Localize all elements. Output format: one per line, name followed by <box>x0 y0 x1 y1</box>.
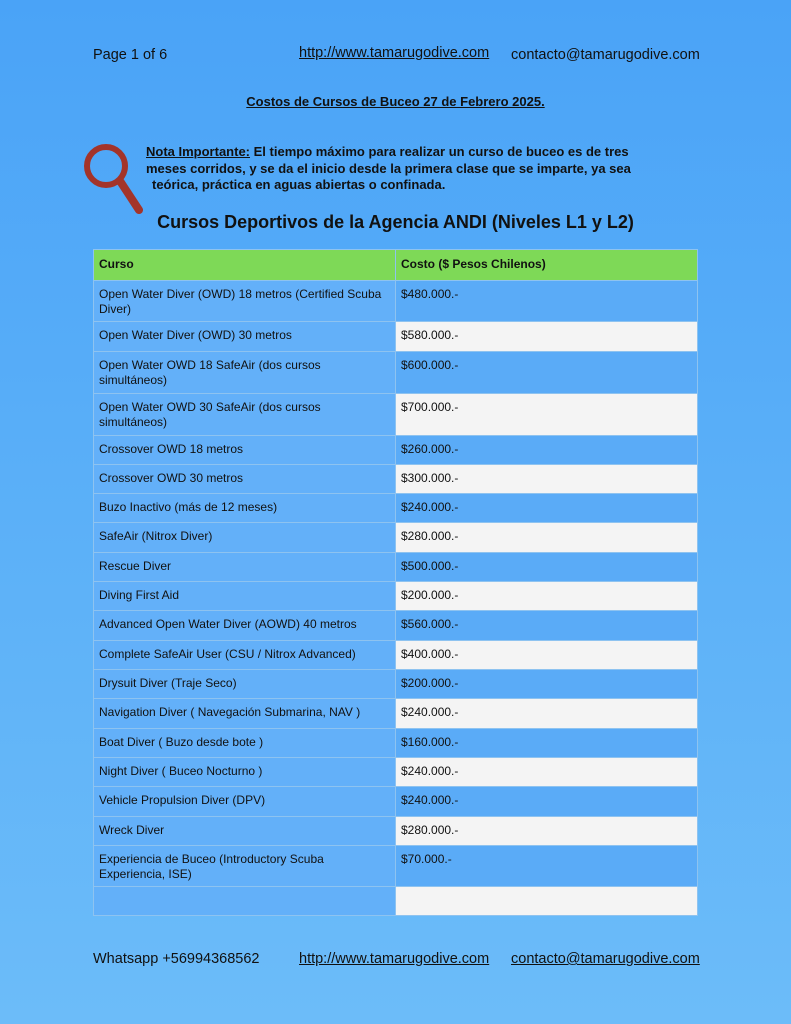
table-row <box>94 322 698 352</box>
course-name-cell: Complete SafeAir User (CSU / Nitrox Advanced) <box>94 641 396 670</box>
course-cost-cell: $300.000.- <box>396 465 698 494</box>
column-header-curso: Curso <box>94 250 396 281</box>
course-name-cell: Night Diver ( Buceo Nocturno ) <box>94 758 396 787</box>
header-website-link[interactable]: http://www.tamarugodive.com <box>299 45 490 61</box>
table-header-row <box>94 250 698 281</box>
course-cost-cell: $200.000.- <box>396 670 698 699</box>
course-name-cell: Navigation Diver ( Navegación Submarina, NAV ) <box>94 699 396 729</box>
course-name-cell: Advanced Open Water Diver (AOWD) 40 metros <box>94 611 396 641</box>
course-name-cell: Open Water Diver (OWD) 18 metros (Certified Scuba Diver) <box>94 281 396 322</box>
table-row <box>94 465 698 494</box>
table-row <box>94 699 698 729</box>
course-name-cell: Diving First Aid <box>94 582 396 611</box>
table-row <box>94 281 698 322</box>
table-row <box>94 352 698 394</box>
course-name-cell <box>94 887 396 916</box>
course-cost-cell: $500.000.- <box>396 553 698 582</box>
course-name-cell: Experiencia de Buceo (Introductory Scuba Experiencia, ISE) <box>94 846 396 887</box>
course-name-cell: Crossover OWD 30 metros <box>94 465 396 494</box>
table-row <box>94 641 698 670</box>
header-email: contacto@tamarugodive.com <box>511 47 700 63</box>
course-name-cell: Boat Diver ( Buzo desde bote ) <box>94 729 396 758</box>
footer-email-link[interactable]: contacto@tamarugodive.com <box>511 951 700 967</box>
course-cost-cell <box>396 887 698 916</box>
table-row <box>94 436 698 465</box>
table-row <box>94 846 698 887</box>
course-cost-cell: $240.000.- <box>396 787 698 817</box>
course-cost-cell: $260.000.- <box>396 436 698 465</box>
course-name-cell: Open Water Diver (OWD) 30 metros <box>94 322 396 352</box>
course-name-cell: Open Water OWD 30 SafeAir (dos cursos simultáneos) <box>94 394 396 436</box>
column-header-costo: Costo ($ Pesos Chilenos) <box>396 250 698 281</box>
course-cost-cell: $400.000.- <box>396 641 698 670</box>
course-cost-cell: $70.000.- <box>396 846 698 887</box>
note-line-3: teórica, práctica en aguas abiertas o confinada. <box>152 177 446 192</box>
course-cost-cell: $240.000.- <box>396 494 698 523</box>
course-name-cell: Open Water OWD 18 SafeAir (dos cursos simultáneos) <box>94 352 396 394</box>
table-row <box>94 787 698 817</box>
table-row <box>94 887 698 916</box>
course-name-cell: Vehicle Propulsion Diver (DPV) <box>94 787 396 817</box>
footer-whatsapp: Whatsapp +56994368562 <box>93 951 260 967</box>
course-cost-cell: $280.000.- <box>396 523 698 553</box>
section-subtitle: Cursos Deportivos de la Agencia ANDI (Niveles L1 y L2) <box>157 212 634 232</box>
table-row <box>94 494 698 523</box>
page-number: Page 1 of 6 <box>93 47 168 63</box>
table-row <box>94 553 698 582</box>
course-cost-cell: $160.000.- <box>396 729 698 758</box>
table-row <box>94 394 698 436</box>
table-row <box>94 523 698 553</box>
course-cost-cell: $200.000.- <box>396 582 698 611</box>
table-row <box>94 758 698 787</box>
footer-website-link[interactable]: http://www.tamarugodive.com <box>299 951 490 967</box>
note-line-2: meses corridos, y se da el inicio desde la primera clase que se imparte, ya sea <box>146 160 631 176</box>
course-cost-cell: $480.000.- <box>396 281 698 322</box>
course-cost-cell: $600.000.- <box>396 352 698 394</box>
document-title: Costos de Cursos de Buceo 27 de Febrero 2025. <box>246 94 545 109</box>
table-row <box>94 582 698 611</box>
course-name-cell: Wreck Diver <box>94 817 396 846</box>
courses-table <box>93 249 698 916</box>
course-name-cell: SafeAir (Nitrox Diver) <box>94 523 396 553</box>
table-row <box>94 611 698 641</box>
course-cost-cell: $560.000.- <box>396 611 698 641</box>
course-cost-cell: $240.000.- <box>396 699 698 729</box>
note-label: Nota Importante: <box>146 144 250 159</box>
important-note <box>146 144 706 194</box>
table-row <box>94 817 698 846</box>
course-cost-cell: $700.000.- <box>396 394 698 436</box>
note-line-1: El tiempo máximo para realizar un curso de buceo es de tres <box>253 144 629 159</box>
course-cost-cell: $580.000.- <box>396 322 698 352</box>
course-name-cell: Drysuit Diver (Traje Seco) <box>94 670 396 699</box>
magnifier-icon <box>80 140 150 216</box>
course-name-cell: Crossover OWD 18 metros <box>94 436 396 465</box>
course-name-cell: Buzo Inactivo (más de 12 meses) <box>94 494 396 523</box>
table-row <box>94 670 698 699</box>
course-cost-cell: $240.000.- <box>396 758 698 787</box>
table-row <box>94 729 698 758</box>
course-name-cell: Rescue Diver <box>94 553 396 582</box>
course-cost-cell: $280.000.- <box>396 817 698 846</box>
